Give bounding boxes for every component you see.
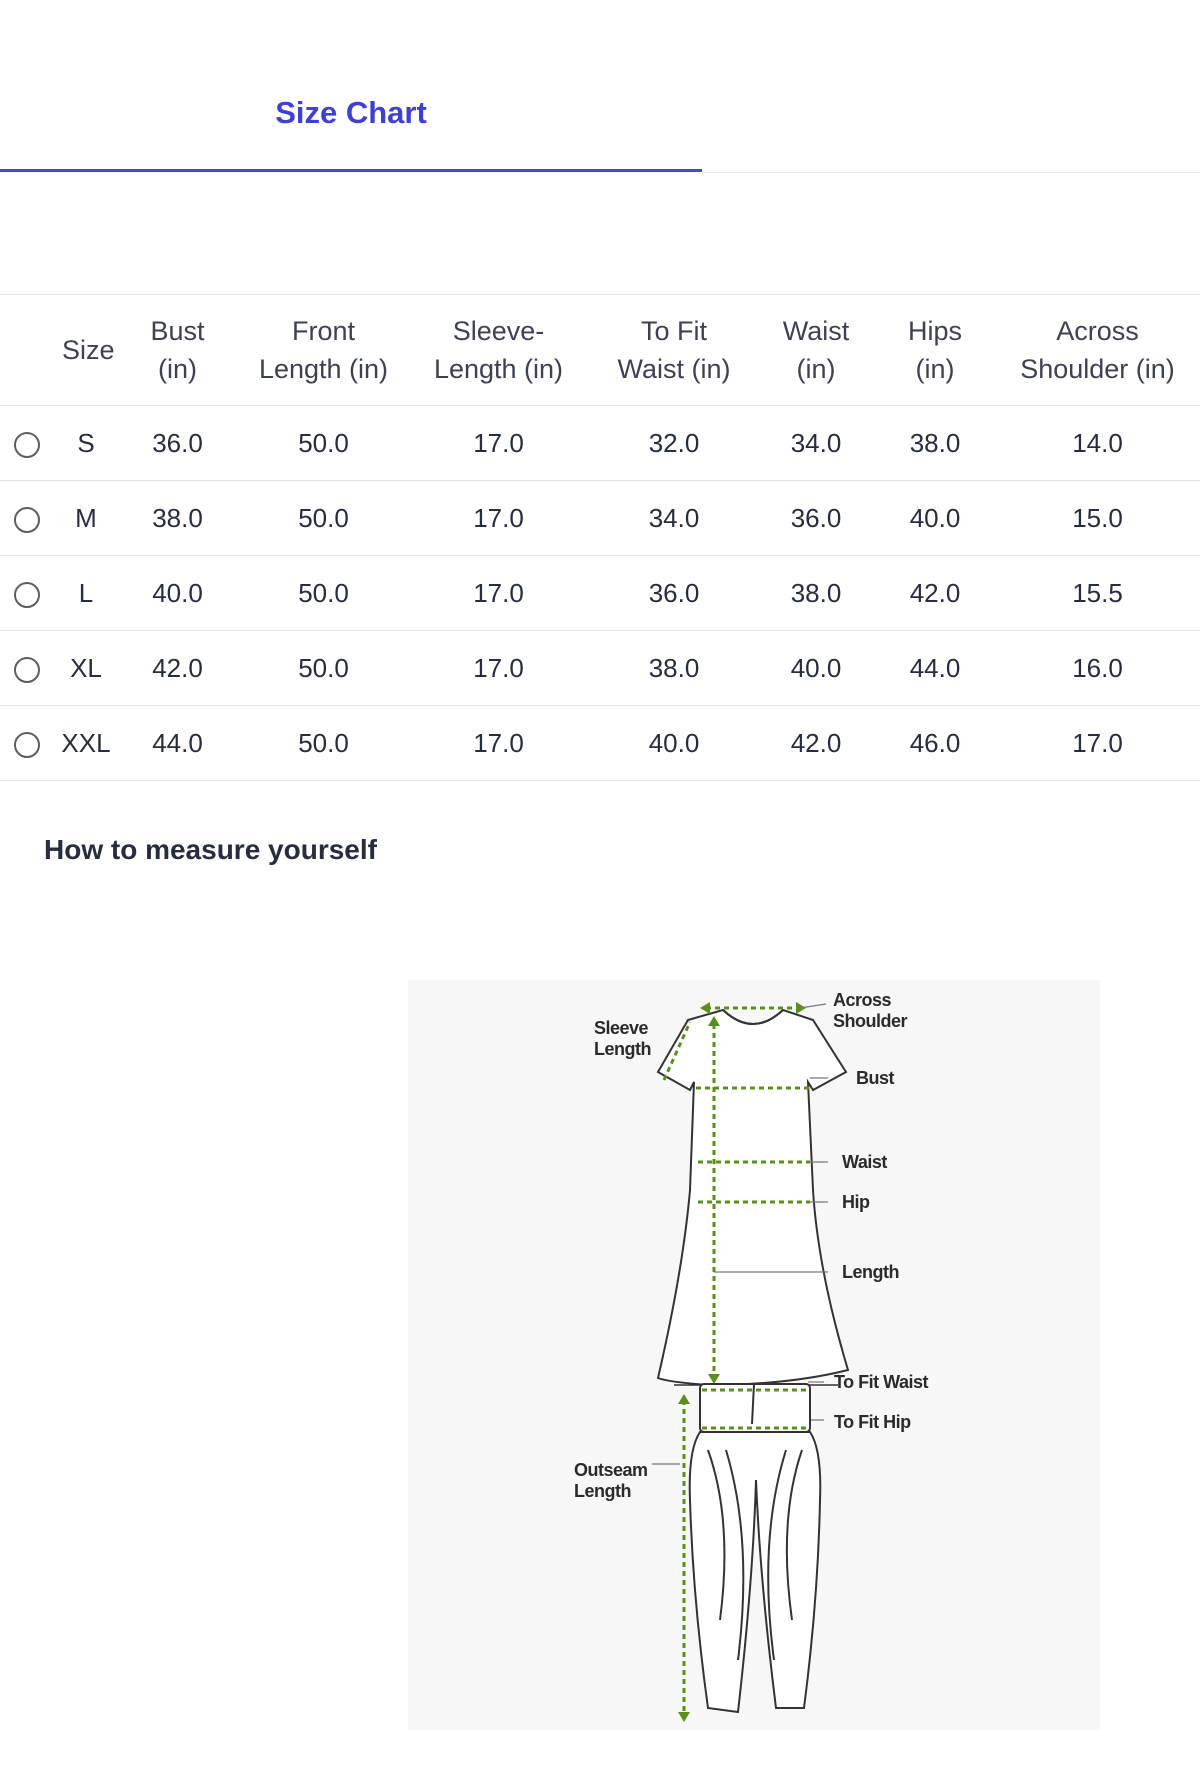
cell-hips: 42.0 (909, 577, 961, 608)
label-length: Length (842, 1262, 899, 1282)
header-sleeve-length: Sleeve- Length (in) (433, 316, 564, 384)
label-sleeve-length-2: Length (594, 1039, 651, 1059)
cell-across-shoulder: 15.0 (1072, 502, 1123, 533)
header-waist: Waist (in) (782, 316, 850, 384)
size-radio-xxl[interactable] (14, 732, 40, 758)
cell-hips: 46.0 (909, 727, 961, 758)
label-to-fit-waist: To Fit Waist (834, 1372, 928, 1392)
cell-across-shoulder: 16.0 (1072, 652, 1123, 683)
cell-across-shoulder: 14.0 (1072, 427, 1123, 458)
cell-across-shoulder: 15.5 (1072, 577, 1123, 608)
measurement-diagram (408, 980, 1100, 1730)
label-waist: Waist (842, 1152, 887, 1172)
cell-hips: 38.0 (909, 427, 961, 458)
measurement-illustration (408, 980, 1100, 1730)
size-radio-l[interactable] (14, 582, 40, 608)
cell-waist: 42.0 (790, 727, 842, 758)
label-outseam-length-1: Outseam (574, 1460, 648, 1480)
size-radio-s[interactable] (14, 432, 40, 458)
pants-drawing (690, 1384, 821, 1712)
cell-front-length: 50.0 (298, 427, 349, 458)
label-across-shoulder-1: Across (833, 990, 892, 1010)
cell-bust: 38.0 (152, 502, 203, 533)
cell-bust: 42.0 (152, 652, 203, 683)
cell-waist: 34.0 (790, 427, 842, 458)
cell-to-fit-waist: 38.0 (648, 652, 700, 683)
header-front-length: Front Length (in) (258, 316, 389, 384)
kurta-drawing (658, 1010, 848, 1385)
cell-to-fit-waist: 34.0 (648, 502, 700, 533)
tab-size-chart-label: Size Chart (275, 95, 427, 130)
cell-waist: 36.0 (790, 502, 842, 533)
header-size: Size (62, 335, 115, 365)
cell-to-fit-waist: 40.0 (648, 727, 700, 758)
label-sleeve-length-1: Sleeve (594, 1018, 649, 1038)
cell-size: XXL (61, 727, 111, 758)
table-row[interactable] (0, 481, 1200, 556)
cell-waist: 40.0 (790, 652, 842, 683)
table-row[interactable] (0, 556, 1200, 631)
table-row[interactable] (0, 406, 1200, 481)
label-outseam-length-2: Length (574, 1481, 631, 1501)
header-hips: Hips (in) (907, 316, 962, 384)
cell-across-shoulder: 17.0 (1072, 727, 1123, 758)
label-to-fit-hip: To Fit Hip (834, 1412, 911, 1432)
cell-front-length: 50.0 (298, 577, 349, 608)
header-radio (0, 295, 58, 406)
cell-front-length: 50.0 (298, 727, 349, 758)
cell-bust: 40.0 (152, 577, 203, 608)
cell-front-length: 50.0 (298, 652, 349, 683)
active-tab-indicator (0, 169, 702, 172)
table-row[interactable] (0, 631, 1200, 706)
label-hip: Hip (842, 1192, 870, 1212)
cell-sleeve-length: 17.0 (473, 727, 524, 758)
tab-size-chart[interactable] (0, 95, 702, 175)
cell-size: XL (70, 652, 102, 683)
cell-size: M (75, 502, 97, 533)
header-to-fit-waist: To Fit Waist (in) (617, 316, 731, 384)
cell-bust: 44.0 (152, 727, 203, 758)
label-across-shoulder-2: Shoulder (833, 1011, 908, 1031)
label-bust: Bust (856, 1068, 894, 1088)
cell-size: S (77, 427, 95, 458)
tab-divider (702, 172, 1200, 173)
cell-to-fit-waist: 36.0 (648, 577, 700, 608)
cell-sleeve-length: 17.0 (473, 577, 524, 608)
cell-waist: 38.0 (790, 577, 842, 608)
cell-sleeve-length: 17.0 (473, 502, 524, 533)
table-row[interactable] (0, 706, 1200, 781)
cell-hips: 44.0 (909, 652, 961, 683)
table-header-row (0, 295, 1200, 406)
cell-hips: 40.0 (909, 502, 961, 533)
cell-sleeve-length: 17.0 (473, 652, 524, 683)
header-bust: Bust (in) (150, 316, 205, 384)
measure-section-title: How to measure yourself (44, 834, 377, 865)
tab-bar (0, 0, 1200, 175)
cell-to-fit-waist: 32.0 (648, 427, 700, 458)
size-chart-table (0, 294, 1200, 781)
cell-size: L (78, 577, 94, 608)
size-radio-m[interactable] (14, 507, 40, 533)
cell-sleeve-length: 17.0 (473, 427, 524, 458)
header-across-shoulder: Across Shoulder (in) (1020, 316, 1175, 384)
size-radio-xl[interactable] (14, 657, 40, 683)
cell-bust: 36.0 (152, 427, 203, 458)
cell-front-length: 50.0 (298, 502, 349, 533)
